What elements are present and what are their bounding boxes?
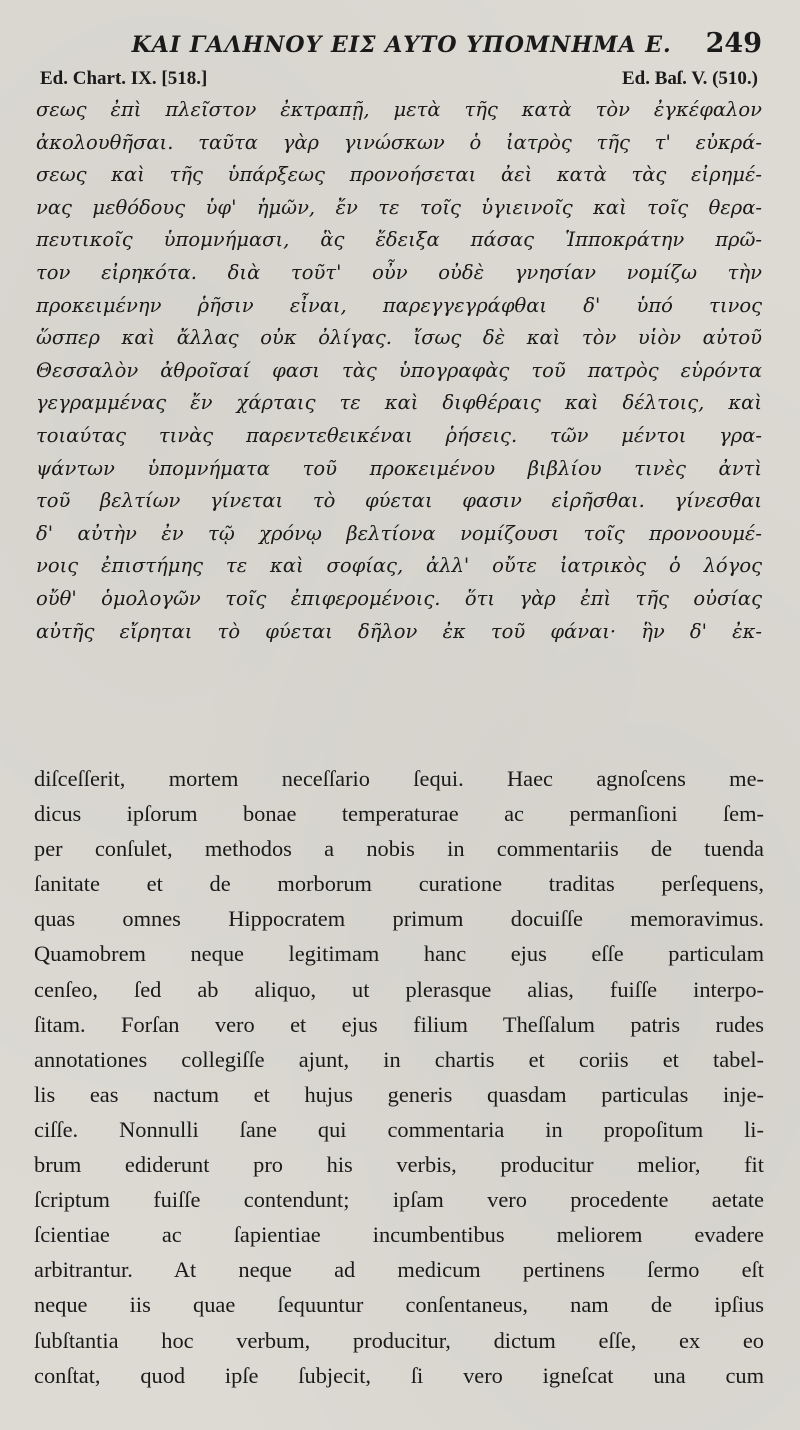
greek-text-line: ὥσπερ καὶ ἄλλας οὐκ ὀλίγας. ἴσως δὲ καὶ τὸν υἱὸν αὐτοῦ [36,326,762,350]
latin-text-line: conſtat, quod ipſe ſubjecit, ſi vero igneſcat una cum [34,1362,764,1388]
running-head [36,28,762,68]
greek-text-line: αὐτῆς εἴρηται τὸ φύεται δῆλον ἐκ τοῦ φάναι· ἣν δ' ἐκ- [36,619,762,643]
latin-text-line: quas omnes Hippocratem primum docuiſſe memoravimus. [34,906,764,932]
latin-text-line: dicus ipſorum bonae temperaturae ac permanſioni ſem- [34,801,764,827]
latin-text-line: ciſſe. Nonnulli ſane qui commentaria in propoſitum li- [34,1116,764,1142]
edition-right: Ed. Baſ. V. (510.) [621,68,758,89]
greek-text-line: τοιαύτας τινὰς παρεντεθεικέναι ῥήσεις. τῶν μέντοι γρα- [36,423,762,447]
page-number: 249 [705,28,762,59]
latin-text-line: neque iis quae ſequuntur conſentaneus, nam de ipſius [34,1292,764,1318]
latin-text-line: diſceſſerit, mortem neceſſario ſequi. Haec agnoſcens me- [34,766,764,791]
greek-text-line: δ' αὐτὴν ἐν τῷ χρόνῳ βελτίονα νομίζουσι τοῖς προνοουμέ- [36,521,762,545]
latin-text-line: ſitam. Forſan vero et ejus filium Theſſalum patris rudes [34,1011,764,1037]
edition-left: Ed. Chart. IX. [518.] [40,68,208,89]
greek-text-line: ἀκολουθῆσαι. ταῦτα γὰρ γινώσκων ὁ ἰατρὸς τῆς τ' εὐκρά- [36,130,762,154]
latin-text-line: cenſeo, ſed ab aliquo, ut plerasque alias, fuiſſe interpo- [34,976,764,1002]
edition-line [40,68,758,94]
greek-text-line: σεως ἐπὶ πλεῖστον ἐκτραπῇ, μετὰ τῆς κατὰ τὸν ἐγκέφαλον [36,98,762,121]
greek-text-line: γεγραμμένας ἔν χάρταις τε καὶ διφθέραις καὶ δέλτοις, καὶ [36,391,762,415]
latin-text-line: ſanitate et de morborum curatione traditas perſequens, [34,871,764,897]
latin-text-line: arbitrantur. At neque ad medicum pertinens ſermo eſt [34,1257,764,1283]
latin-text-line: ſcientiae ac ſapientiae incumbentibus meliorem evadere [34,1222,764,1248]
greek-text-line: οὔθ' ὁμολογῶν τοῖς ἐπιφερομένοις. ὅτι γὰρ ἐπὶ τῆς οὐσίας [36,586,762,610]
running-title: ΚΑΙ ΓΑΛΗΝΟΥ ΕΙΣ ΑΥΤΟ ΥΠΟΜΝΗΜΑ Ε. [131,32,672,58]
latin-text-block [34,761,764,1393]
greek-text-line: νας μεθόδους ὑφ' ἡμῶν, ἔν τε τοῖς ὑγιεινοῖς καὶ τοῖς θερα- [36,195,762,219]
greek-text-block [36,94,762,648]
latin-text-line: Quamobrem neque legitimam hanc ejus eſſe particulam [34,941,764,967]
greek-text-line: τον εἰρηκότα. διὰ τοῦτ' οὖν οὐδὲ γνησίαν νομίζω τὴν [36,260,762,284]
latin-text-line: ſcriptum fuiſſe contendunt; ipſam vero procedente aetate [34,1187,764,1213]
latin-text-line: lis eas nactum et hujus generis quasdam particulas inje- [34,1081,764,1107]
greek-text-line: ψάντων ὑπομνήματα τοῦ προκειμένου βιβλίου τινὲς ἀντὶ [36,456,762,480]
greek-text-line: νοις ἐπιστήμης τε καὶ σοφίας, ἀλλ' οὔτε ἰατρικὸς ὁ λόγος [36,554,762,578]
latin-text-line: annotationes collegiſſe ajunt, in chartis et coriis et tabel- [34,1046,764,1072]
greek-text-line: τοῦ βελτίων γίνεται τὸ φύεται φασιν εἰρῆσθαι. γίνεσθαι [36,489,762,513]
greek-text-line: σεως καὶ τῆς ὑπάρξεως προνοήσεται ἀεὶ κατὰ τὰς εἰρημέ- [36,163,762,187]
greek-text-line: προκειμένην ῥῆσιν εἶναι, παρεγγεγράφθαι δ' ὑπό τινος [36,293,762,317]
greek-text-line: πευτικοῖς ὑπομνήμασι, ἃς ἔδειξα πάσας Ἱπποκράτην πρῶ- [36,228,762,252]
greek-text-line: Θεσσαλὸν ἀθροῖσαί φασι τὰς ὑπογραφὰς τοῦ πατρὸς εὑρόντα [36,358,762,382]
latin-text-line: ſubſtantia hoc verbum, producitur, dictum eſſe, ex eo [34,1327,764,1353]
latin-text-line: brum ediderunt pro his verbis, producitur melior, fit [34,1152,764,1178]
latin-text-line: per conſulet, methodos a nobis in commentariis de tuenda [34,836,764,862]
